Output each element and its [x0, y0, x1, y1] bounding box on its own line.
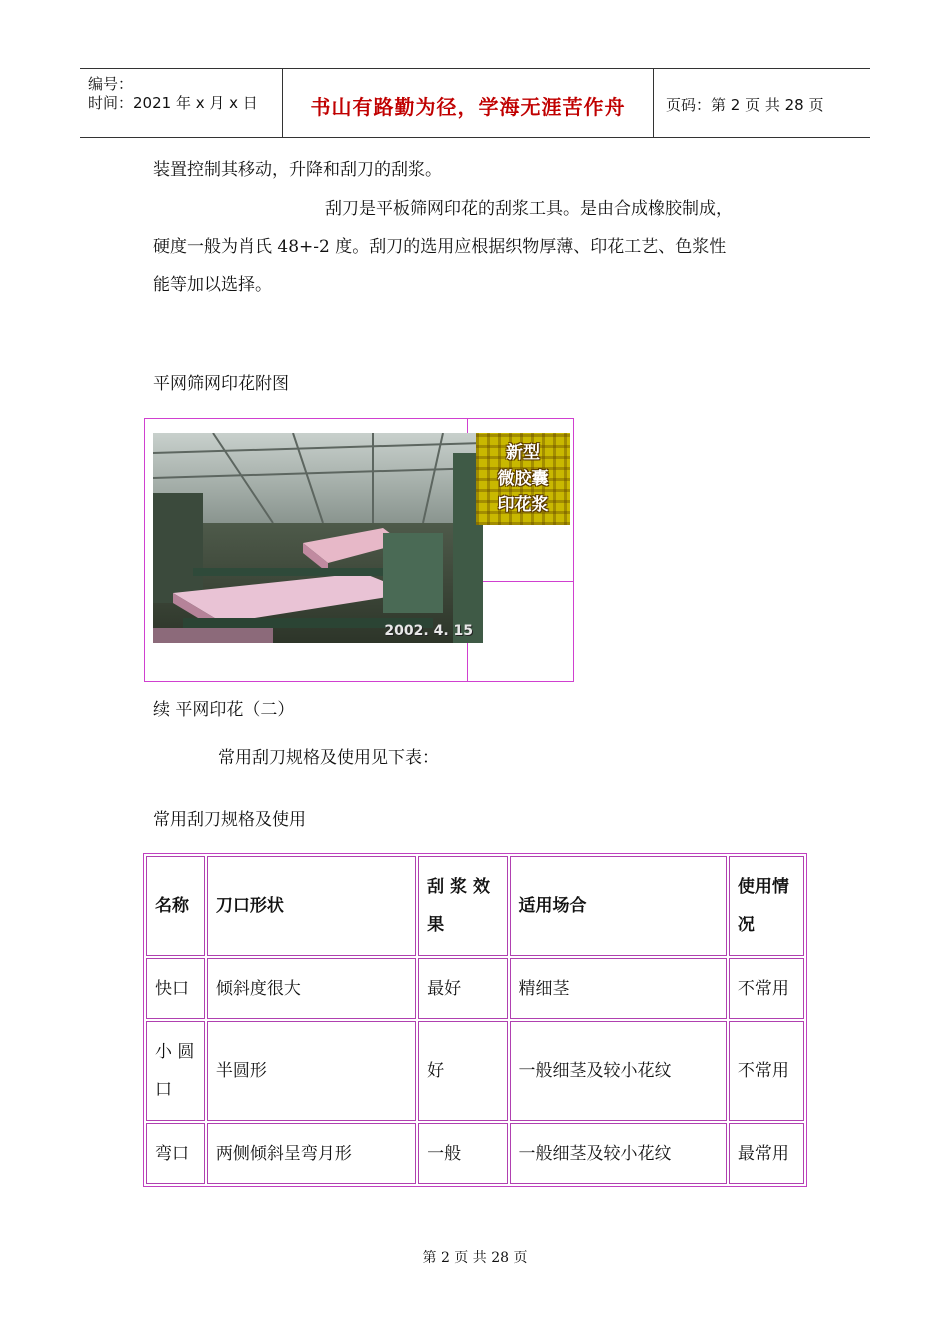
microcapsule-badge — [476, 433, 570, 525]
continued-heading: 续 平网印花（二） — [153, 700, 295, 720]
factory-photo-illustration — [153, 433, 483, 643]
badge-line-3: 印花浆 — [497, 495, 549, 515]
table-row — [146, 1021, 804, 1121]
header-page-cell — [654, 69, 870, 137]
table-cell: 一般细茎及较小花纹 — [510, 1123, 727, 1184]
doc-number-label: 编号： — [88, 75, 134, 93]
table-header-cell: 使用情况 — [729, 856, 804, 956]
header-meta — [80, 69, 283, 137]
table-header-row — [146, 856, 804, 956]
table-cell: 弯口 — [146, 1123, 205, 1184]
table-cell: 一般 — [418, 1123, 507, 1184]
table-row — [146, 1123, 804, 1184]
header-page-info: 页码：第 2 页 共 28 页 — [666, 96, 824, 114]
body-line-3: 硬度一般为肖氏 48+-2 度。刮刀的选用应根据织物厚薄、印花工艺、色浆性 — [153, 237, 727, 257]
table-title: 常用刮刀规格及使用 — [153, 810, 306, 830]
photo-date-stamp: 2002. 4. 15 — [384, 623, 473, 639]
page-footer: 第 2 页 共 28 页 — [422, 1250, 528, 1266]
body-line-1: 装置控制其移动，升降和刮刀的刮浆。 — [153, 160, 442, 180]
table-cell: 两侧倾斜呈弯月形 — [207, 1123, 416, 1184]
table-cell: 半圆形 — [207, 1021, 416, 1121]
table-header-cell: 刀口形状 — [207, 856, 416, 956]
figure-title: 平网筛网印花附图 — [153, 374, 289, 394]
table-cell: 倾斜度很大 — [207, 958, 416, 1019]
table-header-cell: 适用场合 — [510, 856, 727, 956]
table-header-cell: 刮 浆 效果 — [418, 856, 507, 956]
table-intro: 常用刮刀规格及使用见下表： — [218, 748, 439, 768]
badge-line-2: 微胶囊 — [497, 469, 549, 489]
body-line-2: 刮刀是平板筛网印花的刮浆工具。是由合成橡胶制成， — [325, 199, 733, 219]
table-cell: 最好 — [418, 958, 507, 1019]
badge-line-1: 新型 — [506, 443, 540, 463]
table-cell: 不常用 — [729, 1021, 804, 1121]
scraper-spec-table — [143, 853, 807, 1187]
table-row — [146, 958, 804, 1019]
table-cell: 小 圆口 — [146, 1021, 205, 1121]
page-header — [80, 68, 870, 138]
table-cell: 好 — [418, 1021, 507, 1121]
body-line-4: 能等加以选择。 — [153, 275, 272, 295]
table-cell: 最常用 — [729, 1123, 804, 1184]
header-motto-cell — [283, 69, 654, 137]
header-motto: 书山有路勤为径，学海无涯苦作舟 — [310, 95, 626, 119]
table-header-cell: 名称 — [146, 856, 205, 956]
doc-date-label: 时间：2021 年 x 月 x 日 — [88, 94, 258, 112]
table-cell: 不常用 — [729, 958, 804, 1019]
factory-photo — [153, 433, 483, 643]
table-cell: 精细茎 — [510, 958, 727, 1019]
table-cell: 一般细茎及较小花纹 — [510, 1021, 727, 1121]
table-cell: 快口 — [146, 958, 205, 1019]
